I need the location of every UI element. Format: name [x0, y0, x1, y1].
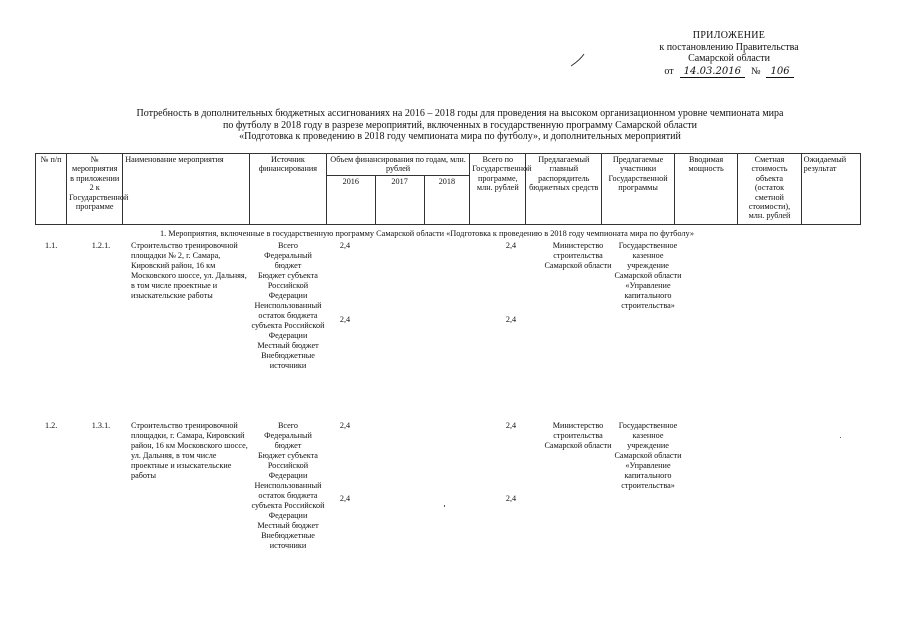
header-num: № п/п: [36, 154, 67, 225]
scan-speck: [840, 437, 841, 438]
title-line-2: по футболу в 2018 году в разрезе мероприятий, включенных в государственную программу Самарской области: [222, 119, 698, 131]
header-volume: Объем финансирования по годам, млн. рублей: [326, 154, 469, 176]
row-num: 1.1.: [45, 241, 58, 250]
source-local: Местный бюджет: [257, 341, 319, 350]
source-subject: Бюджет субъекта Российской Федерации: [258, 451, 318, 480]
section-heading: 1. Мероприятия, включенные в государственную программу Самарской области «Подготовка к проведению в 2018 году чемпионата мира по футболу»: [160, 229, 695, 238]
appendix-line-2: Самарской области: [688, 53, 770, 64]
source-subject: Бюджет субъекта Российской Федерации: [258, 271, 318, 300]
value-2016-subject: 2,4: [339, 494, 351, 503]
value-total-subject: 2,4: [505, 494, 517, 503]
source-extrabudget: Внебюджетные источники: [261, 531, 315, 550]
source-total: Всего: [277, 241, 299, 250]
row-manager: Министерство строительства Самарской области: [544, 241, 612, 270]
source-unused-rest: Неиспользованный остаток бюджета субъекта Российской Федерации: [251, 301, 325, 340]
source-unused-rest: Неиспользованный остаток бюджета субъекта Российской Федерации: [251, 481, 325, 520]
row-program-num: 1.3.1.: [91, 421, 111, 430]
header-name: Наименование мероприятия: [123, 154, 250, 225]
value-2016-total: 2,4: [339, 241, 351, 250]
source-federal: Федеральный бюджет: [264, 431, 312, 450]
source-total: Всего: [277, 421, 299, 430]
row-program-num: 1.2.1.: [91, 241, 111, 250]
value-total-total: 2,4: [505, 241, 517, 250]
row-source-cell: [250, 241, 326, 371]
header-capacity: Вводимая мощность: [674, 154, 737, 225]
date-value: 14.03.2016: [680, 66, 745, 79]
row-source-cell: [250, 421, 326, 551]
source-extrabudget: Внебюджетные источники: [261, 351, 315, 370]
header-participants: Предлагаемые участники Государственной программы: [602, 154, 675, 225]
value-2016-subject: 2,4: [339, 315, 351, 324]
appendix-title: ПРИЛОЖЕНИЕ: [692, 30, 766, 41]
number-value: 106: [766, 66, 793, 79]
row-name: Строительство тренировочной площадки, г. Самара, Кировский район, 16 км Московского шоссе, ул. Дальняя, в том числе проектные и изыскательские работы: [131, 421, 248, 480]
date-prefix: от: [664, 65, 674, 77]
header-estimate: Сметная стоимость объекта (остаток сметной стоимости), млн. рублей: [738, 154, 801, 225]
header-total: Всего по Государственной программе, млн. рублей: [470, 154, 526, 225]
row-manager: Министерство строительства Самарской области: [544, 421, 612, 450]
scan-speck: [444, 505, 445, 507]
header-manager: Предлагаемый главный распорядитель бюджетных средств: [526, 154, 602, 225]
source-local: Местный бюджет: [257, 521, 319, 530]
header-year-2017: 2017: [375, 175, 424, 224]
number-prefix: №: [750, 65, 761, 77]
row-name: Строительство тренировочной площадки № 2, г. Самара, Кировский район, 16 км Московского шоссе, ул. Дальняя, в том числе проектные и изыскательские работы: [131, 241, 247, 300]
header-year-2018: 2018: [424, 175, 470, 224]
value-total-subject: 2,4: [505, 315, 517, 324]
header-source: Источник финансирования: [250, 154, 327, 225]
header-result: Ожидаемый результат: [801, 154, 860, 225]
source-federal: Федеральный бюджет: [264, 251, 312, 270]
header-program-num: № мероприятия в приложении 2 к Государственной программе: [67, 154, 123, 225]
row-participants: Государственное казенное учреждение Самарской области «Управление капитального строительства»: [614, 421, 682, 490]
row-num: 1.2.: [45, 421, 58, 430]
title-line-3: «Подготовка к проведению в 2018 году чемпионата мира по футболу», и дополнительных мероприятий: [239, 131, 681, 142]
appendix-line-1: к постановлению Правительства: [659, 41, 799, 53]
title-line-1: Потребность в дополнительных бюджетных ассигнованиях на 2016 – 2018 годы для проведения на высоком организационном уровне чемпионата мира: [136, 108, 784, 119]
value-2016-total: 2,4: [339, 421, 351, 430]
header-year-2016: 2016: [326, 175, 375, 224]
row-participants: Государственное казенное учреждение Самарской области «Управление капитального строительства»: [614, 241, 682, 310]
value-total-total: 2,4: [505, 421, 517, 430]
